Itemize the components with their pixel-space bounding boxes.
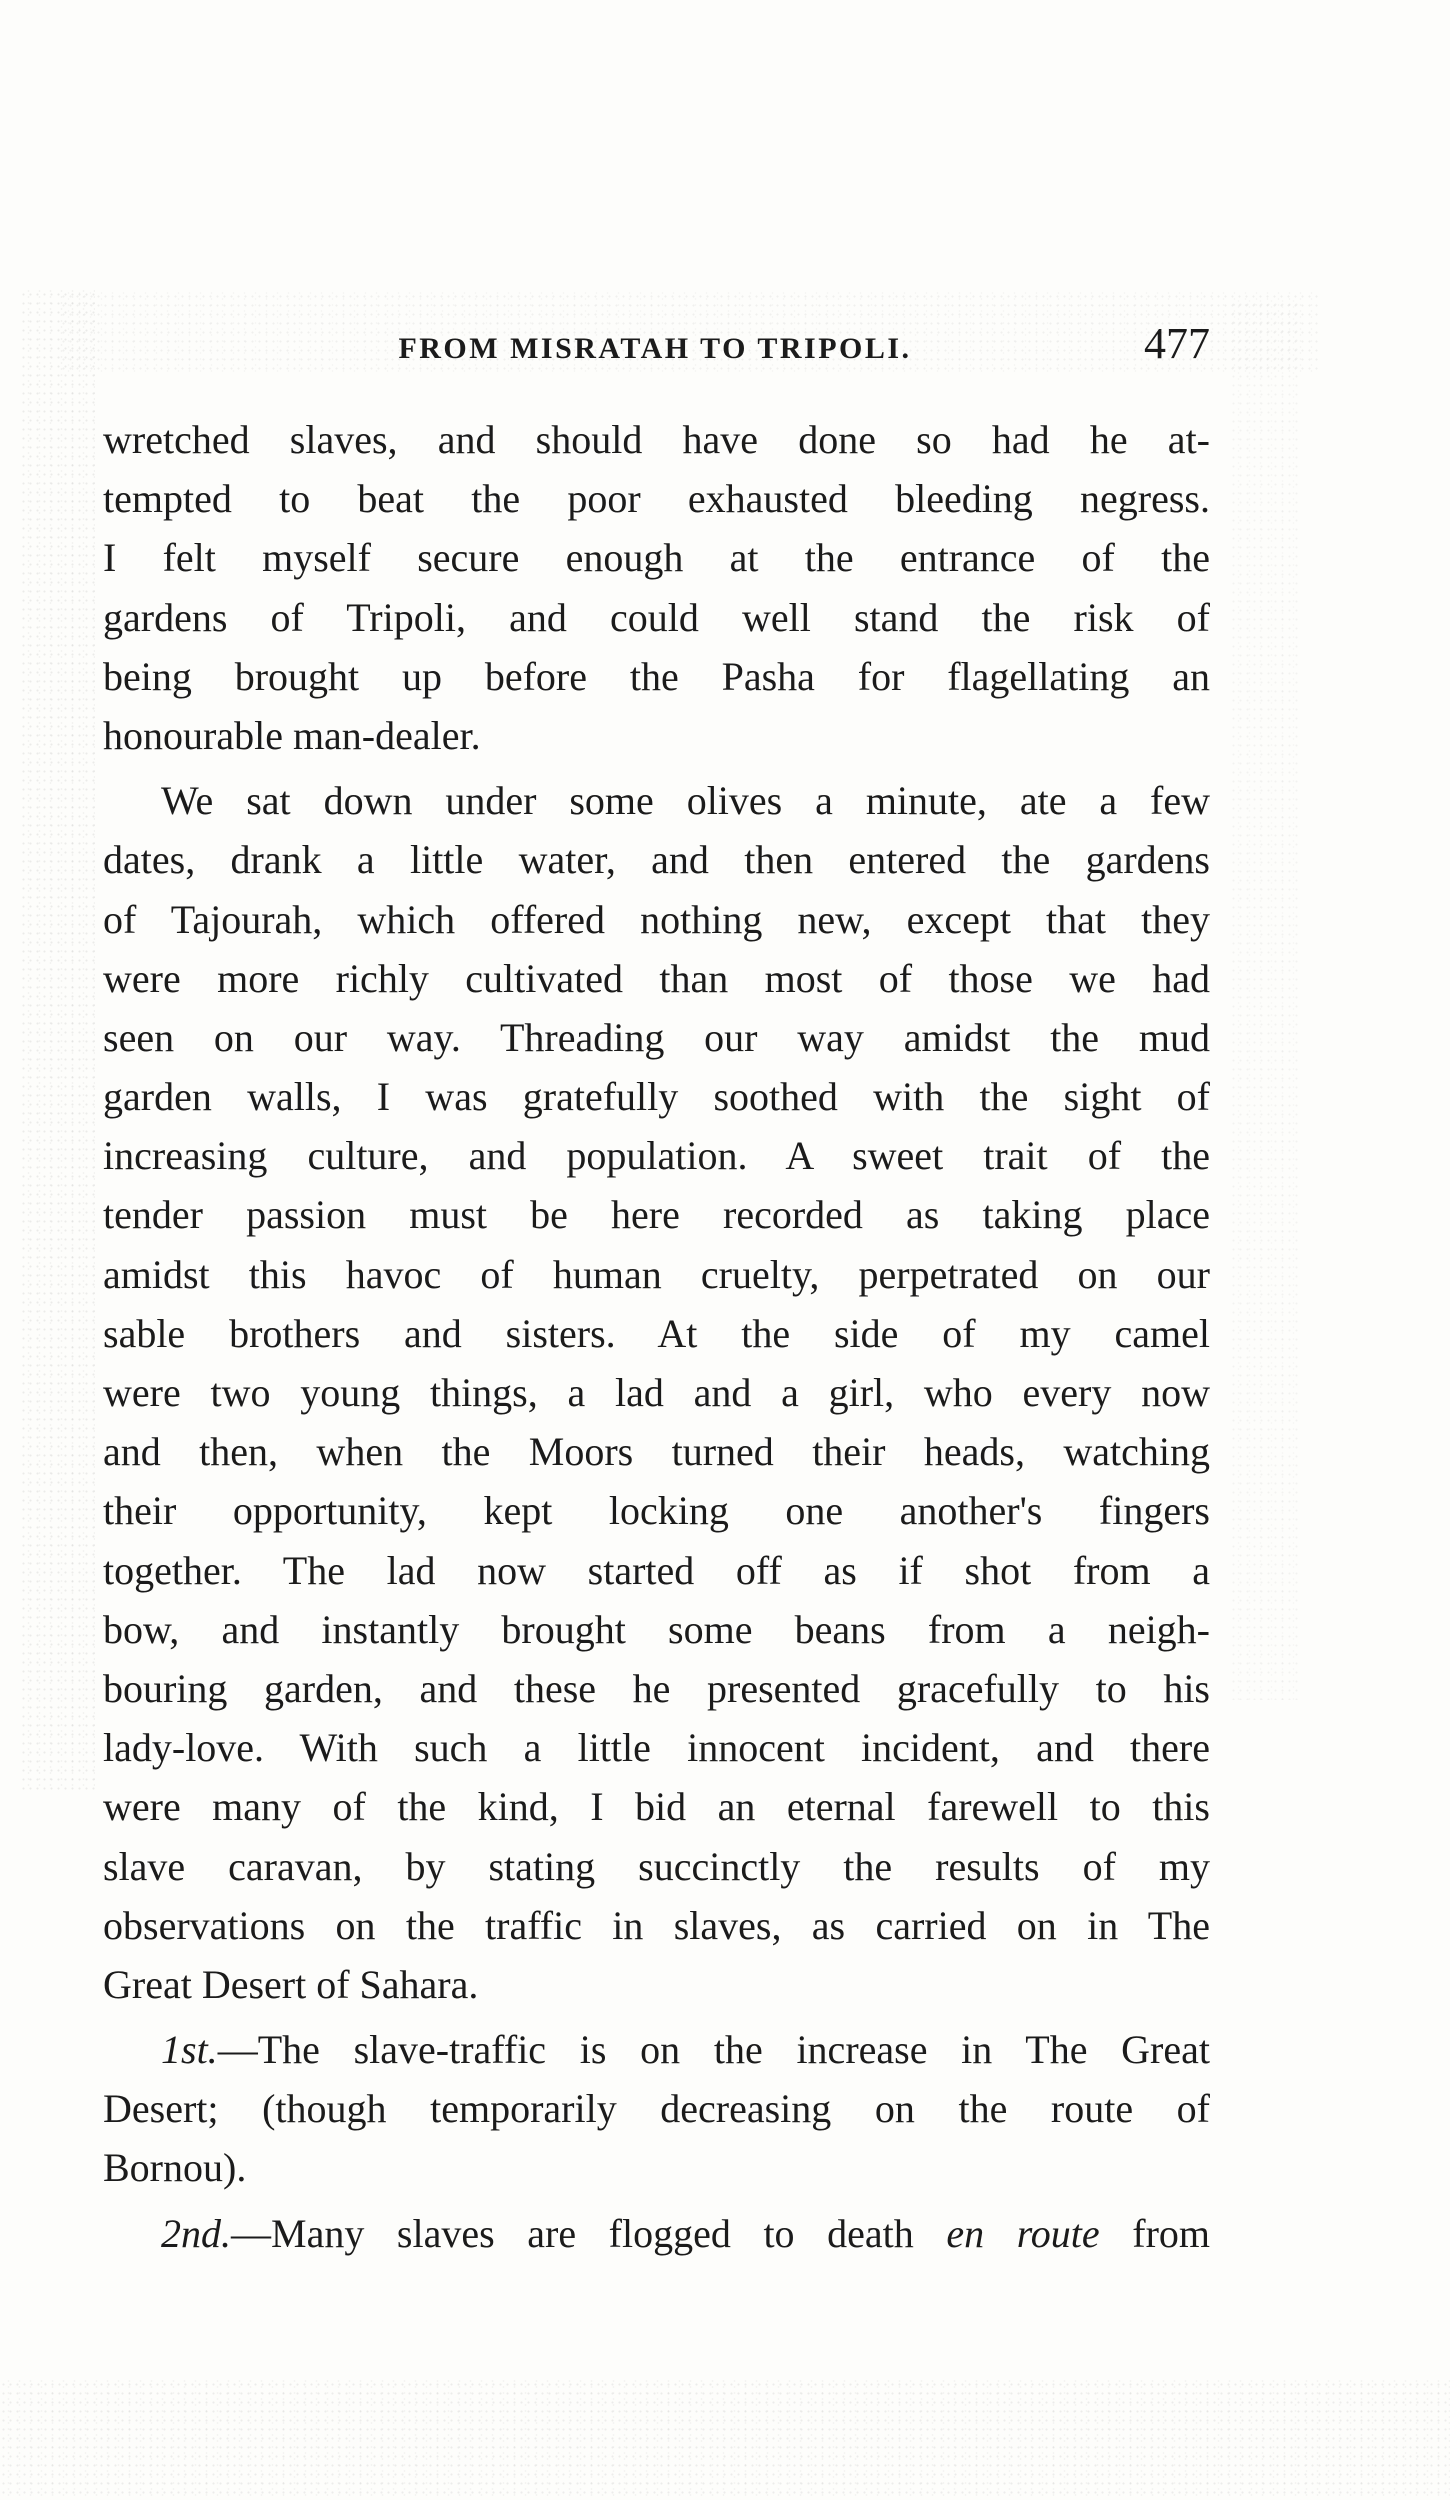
- text-line: observations on the traffic in slaves, as carried on in The: [103, 1902, 1210, 1948]
- text-line: [103, 2204, 1210, 2263]
- body-text: [103, 410, 1210, 2263]
- text-line: Desert; (though temporarily decreasing on the route of: [103, 2086, 1210, 2132]
- text-line: honourable man-dealer.: [103, 712, 481, 758]
- text-line: sable brothers and sisters. At the side of my camel: [103, 1310, 1210, 1356]
- scan-noise-left: [20, 290, 95, 1790]
- text-line: Bornou).: [103, 2145, 247, 2191]
- text-line: being brought up before the Pasha for flagellating an: [103, 653, 1210, 699]
- text-line: We sat down under some olives a minute, ate a few: [161, 778, 1210, 824]
- text-line: of Tajourah, which offered nothing new, except that they: [103, 896, 1210, 942]
- running-head: [100, 318, 1210, 378]
- text-line: [103, 2020, 1210, 2079]
- point-text: —The slave-traffic is on the increase in The Great: [217, 2027, 1210, 2073]
- text-line: their opportunity, kept locking one another's fingers: [103, 1488, 1210, 1534]
- text-line: increasing culture, and population. A sweet trait of the: [103, 1133, 1210, 1179]
- paragraph-2: [103, 771, 1210, 2014]
- scan-noise-bottom: [0, 2380, 1450, 2500]
- text-line: wretched slaves, and should have done so had he at-: [103, 417, 1210, 462]
- text-line: I felt myself secure enough at the entrance of the: [103, 535, 1210, 581]
- text-line: were two young things, a lad and a girl, who every now: [103, 1370, 1210, 1415]
- text-line: dates, drank a little water, and then entered the gardens: [103, 837, 1210, 883]
- paragraph-first-point: [103, 2020, 1210, 2198]
- text-line: amidst this havoc of human cruelty, perpetrated on our: [103, 1251, 1210, 1297]
- text-line: slave caravan, by stating succinctly the results of my: [103, 1843, 1210, 1889]
- text-line: gardens of Tripoli, and could well stand the risk of: [103, 594, 1210, 640]
- text-line: lady-love. With such a little innocent incident, and there: [103, 1725, 1210, 1771]
- text-line: tempted to beat the poor exhausted bleeding negress.: [103, 476, 1210, 522]
- text-line: garden walls, I was gratefully soothed with the sight of: [103, 1074, 1210, 1120]
- text-line: together. The lad now started off as if shot from a: [103, 1547, 1210, 1593]
- page-number: 477: [1144, 319, 1210, 368]
- point-text-end: from: [1099, 2210, 1210, 2256]
- running-title: FROM MISRATAH TO TRIPOLI.: [398, 332, 912, 365]
- emphasis-text: en route: [946, 2210, 1100, 2256]
- text-line: Great Desert of Sahara.: [103, 1961, 479, 2007]
- text-line: seen on our way. Threading our way amidst the mud: [103, 1014, 1210, 1060]
- text-line: and then, when the Moors turned their heads, watching: [103, 1429, 1210, 1475]
- paragraph-1: [103, 410, 1210, 765]
- scan-noise-right: [1230, 300, 1300, 1700]
- point-label: 1st.: [161, 2027, 218, 2073]
- text-line: were more richly cultivated than most of those we had: [103, 955, 1210, 1001]
- text-line: were many of the kind, I bid an eternal farewell to this: [103, 1784, 1210, 1830]
- paragraph-second-point: [103, 2204, 1210, 2263]
- text-line: bouring garden, and these he presented gracefully to his: [103, 1665, 1210, 1711]
- text-line: tender passion must be here recorded as taking place: [103, 1192, 1210, 1238]
- point-label: 2nd.: [161, 2210, 231, 2256]
- text-line: bow, and instantly brought some beans from a neigh-: [103, 1606, 1210, 1652]
- point-text: —Many slaves are flogged to death: [231, 2210, 947, 2256]
